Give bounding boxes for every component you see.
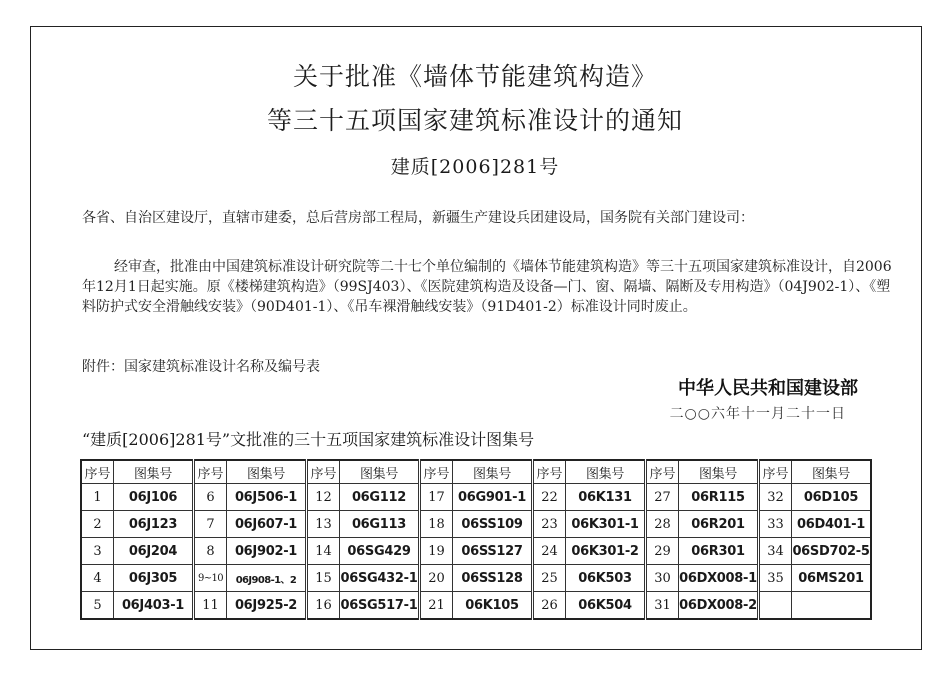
atlas-number-cell: 06K105 bbox=[453, 592, 533, 620]
atlas-number-cell: 06G113 bbox=[340, 511, 420, 538]
header-atlas-number: 图集号 bbox=[679, 460, 759, 484]
serial-number-cell: 17 bbox=[420, 484, 453, 511]
atlas-number-cell: 06K131 bbox=[566, 484, 646, 511]
header-atlas-number: 图集号 bbox=[566, 460, 646, 484]
atlas-number-cell: 06J106 bbox=[114, 484, 194, 511]
serial-number-cell: 24 bbox=[533, 538, 566, 565]
header-serial-number: 序号 bbox=[533, 460, 566, 484]
serial-number-cell: 31 bbox=[646, 592, 679, 620]
serial-number-cell: 16 bbox=[307, 592, 340, 620]
table-header-row bbox=[81, 460, 871, 484]
serial-number-cell: 21 bbox=[420, 592, 453, 620]
atlas-number-cell: 06SS128 bbox=[453, 565, 533, 592]
atlas-number-table bbox=[80, 459, 872, 620]
atlas-number-cell: 06DX008-1 bbox=[679, 565, 759, 592]
atlas-number-cell bbox=[792, 592, 872, 620]
serial-number-cell: 2 bbox=[81, 511, 114, 538]
issuing-authority: 中华人民共和国建设部 bbox=[678, 378, 858, 399]
document-number: 建质[2006]281号 bbox=[390, 156, 560, 178]
serial-number-cell: 34 bbox=[759, 538, 792, 565]
header-serial-number: 序号 bbox=[759, 460, 792, 484]
serial-number-cell: 4 bbox=[81, 565, 114, 592]
atlas-number-cell: 06J908-1、2 bbox=[227, 565, 307, 592]
atlas-number-cell: 06SS127 bbox=[453, 538, 533, 565]
atlas-number-cell: 06SG429 bbox=[340, 538, 420, 565]
atlas-number-cell: 06SD702-5 bbox=[792, 538, 872, 565]
serial-number-cell: 30 bbox=[646, 565, 679, 592]
header-atlas-number: 图集号 bbox=[227, 460, 307, 484]
table-row bbox=[81, 565, 871, 592]
table-row bbox=[81, 538, 871, 565]
addressee-paragraph: 各省、自治区建设厅，直辖市建委，总后营房部工程局，新疆生产建设兵团建设局，国务院有关部门建设司： bbox=[82, 210, 754, 226]
header-atlas-number: 图集号 bbox=[453, 460, 533, 484]
atlas-number-cell: 06J607-1 bbox=[227, 511, 307, 538]
atlas-number-cell: 06D401-1 bbox=[792, 511, 872, 538]
serial-number-cell: 20 bbox=[420, 565, 453, 592]
atlas-number-cell: 06K503 bbox=[566, 565, 646, 592]
atlas-number-cell: 06SG432-1 bbox=[340, 565, 420, 592]
atlas-number-cell: 06SS109 bbox=[453, 511, 533, 538]
atlas-number-cell: 06G901-1 bbox=[453, 484, 533, 511]
serial-number-cell: 7 bbox=[194, 511, 227, 538]
serial-number-cell: 3 bbox=[81, 538, 114, 565]
issue-date: 二○○六年十一月二十一日 bbox=[669, 406, 846, 422]
atlas-number-cell: 06J902-1 bbox=[227, 538, 307, 565]
atlas-number-cell: 06D105 bbox=[792, 484, 872, 511]
table-caption: “建质[2006]281号”文批准的三十五项国家建筑标准设计图集号 bbox=[82, 430, 535, 449]
serial-number-cell: 8 bbox=[194, 538, 227, 565]
serial-number-cell: 22 bbox=[533, 484, 566, 511]
atlas-number-cell: 06K301-2 bbox=[566, 538, 646, 565]
atlas-number-cell: 06J506-1 bbox=[227, 484, 307, 511]
serial-number-cell: 15 bbox=[307, 565, 340, 592]
serial-number-cell: 19 bbox=[420, 538, 453, 565]
serial-number-cell: 26 bbox=[533, 592, 566, 620]
header-serial-number: 序号 bbox=[81, 460, 114, 484]
serial-number-cell: 13 bbox=[307, 511, 340, 538]
atlas-number-cell: 06J403-1 bbox=[114, 592, 194, 620]
serial-number-cell: 12 bbox=[307, 484, 340, 511]
serial-number-cell: 9~10 bbox=[194, 565, 227, 592]
serial-number-cell: 23 bbox=[533, 511, 566, 538]
header-serial-number: 序号 bbox=[194, 460, 227, 484]
serial-number-cell: 32 bbox=[759, 484, 792, 511]
serial-number-cell: 18 bbox=[420, 511, 453, 538]
table-row bbox=[81, 592, 871, 620]
atlas-number-cell: 06MS201 bbox=[792, 565, 872, 592]
atlas-number-cell: 06K504 bbox=[566, 592, 646, 620]
atlas-number-cell: 06R115 bbox=[679, 484, 759, 511]
atlas-number-cell: 06R301 bbox=[679, 538, 759, 565]
serial-number-cell: 29 bbox=[646, 538, 679, 565]
header-atlas-number: 图集号 bbox=[792, 460, 872, 484]
serial-number-cell: 11 bbox=[194, 592, 227, 620]
attachment-line: 附件：国家建筑标准设计名称及编号表 bbox=[82, 359, 320, 375]
serial-number-cell bbox=[759, 592, 792, 620]
atlas-number-cell: 06R201 bbox=[679, 511, 759, 538]
serial-number-cell: 14 bbox=[307, 538, 340, 565]
header-serial-number: 序号 bbox=[307, 460, 340, 484]
header-atlas-number: 图集号 bbox=[340, 460, 420, 484]
table-row bbox=[81, 484, 871, 511]
serial-number-cell: 1 bbox=[81, 484, 114, 511]
atlas-number-cell: 06J204 bbox=[114, 538, 194, 565]
serial-number-cell: 6 bbox=[194, 484, 227, 511]
table-row bbox=[81, 511, 871, 538]
serial-number-cell: 35 bbox=[759, 565, 792, 592]
serial-number-cell: 28 bbox=[646, 511, 679, 538]
atlas-number-cell: 06K301-1 bbox=[566, 511, 646, 538]
header-atlas-number: 图集号 bbox=[114, 460, 194, 484]
serial-number-cell: 33 bbox=[759, 511, 792, 538]
header-serial-number: 序号 bbox=[420, 460, 453, 484]
serial-number-cell: 25 bbox=[533, 565, 566, 592]
atlas-number-cell: 06J925-2 bbox=[227, 592, 307, 620]
atlas-number-cell: 06J305 bbox=[114, 565, 194, 592]
notice-title-line2: 等三十五项国家建筑标准设计的通知 bbox=[266, 106, 683, 135]
body-paragraph: 经审查，批准由中国建筑标准设计研究院等二十七个单位编制的《墙体节能建筑构造》等三十五项国家建筑标准设计，自2006年12月1日起实施。原《楼梯建筑构造》（99SJ403）、《医院建筑构造及设备—门、窗、隔墙、隔断及专用构造》（04J902-1）、《塑料防护式安全滑触线安装》（90D401-1）、《吊车裸滑触线安装》（91D401-2）标准设计同时废止。 bbox=[82, 259, 892, 315]
serial-number-cell: 5 bbox=[81, 592, 114, 620]
atlas-number-cell: 06DX008-2 bbox=[679, 592, 759, 620]
header-serial-number: 序号 bbox=[646, 460, 679, 484]
notice-title-line1: 关于批准《墙体节能建筑构造》 bbox=[292, 62, 657, 91]
atlas-number-cell: 06G112 bbox=[340, 484, 420, 511]
atlas-number-cell: 06J123 bbox=[114, 511, 194, 538]
serial-number-cell: 27 bbox=[646, 484, 679, 511]
atlas-number-cell: 06SG517-1 bbox=[340, 592, 420, 620]
